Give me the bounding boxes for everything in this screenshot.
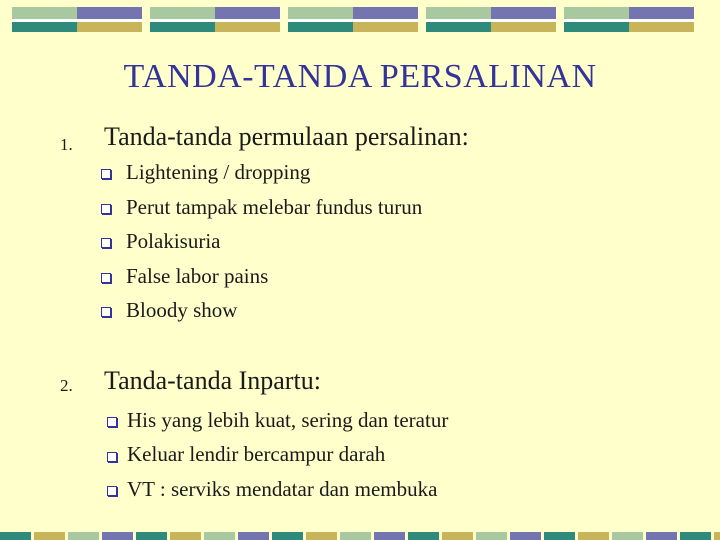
band-segment	[408, 532, 439, 540]
band-segment	[215, 22, 280, 32]
band-segment	[374, 532, 405, 540]
band-segment	[426, 22, 491, 32]
band-segment	[476, 532, 507, 540]
slide-title: TANDA-TANDA PERSALINAN	[123, 58, 597, 95]
checkbox-bullet-icon	[101, 238, 111, 248]
checkbox-bullet-icon	[101, 204, 111, 214]
checkbox-bullet-icon	[107, 452, 117, 462]
section-1-item: Bloody show	[126, 298, 238, 322]
header-decoration-band	[0, 0, 720, 40]
band-segment	[510, 532, 541, 540]
band-segment	[77, 22, 142, 32]
checkbox-bullet-icon	[101, 169, 111, 179]
band-segment	[288, 7, 353, 19]
band-segment	[564, 22, 629, 32]
band-segment	[215, 7, 280, 19]
band-segment	[544, 532, 575, 540]
band-divider	[426, 19, 556, 22]
band-segment	[612, 532, 643, 540]
band-segment	[714, 532, 720, 540]
section-2-heading: Tanda-tanda Inpartu:	[104, 366, 321, 395]
band-divider	[288, 19, 418, 22]
band-divider	[150, 19, 280, 22]
band-segment	[150, 22, 215, 32]
band-segment	[426, 7, 491, 19]
checkbox-bullet-icon	[107, 486, 117, 496]
checkbox-bullet-icon	[107, 417, 117, 427]
checkbox-bullet-icon	[101, 273, 111, 283]
band-divider	[564, 19, 694, 22]
section-1-number: 1.	[60, 135, 73, 154]
band-segment	[491, 7, 556, 19]
band-segment	[340, 532, 371, 540]
band-segment	[353, 7, 418, 19]
band-segment	[629, 7, 694, 19]
band-segment	[12, 7, 77, 19]
section-1-item: Perut tampak melebar fundus turun	[126, 195, 423, 219]
band-segment	[77, 7, 142, 19]
band-segment	[442, 532, 473, 540]
band-segment	[680, 532, 711, 540]
section-1-item: Polakisuria	[126, 229, 221, 253]
footer-decoration-band	[0, 532, 720, 540]
band-segment	[491, 22, 556, 32]
band-segment	[34, 532, 65, 540]
section-2-number: 2.	[60, 376, 73, 395]
band-segment	[170, 532, 201, 540]
band-segment	[646, 532, 677, 540]
band-segment	[0, 532, 31, 540]
band-segment	[578, 532, 609, 540]
checkbox-bullet-icon	[101, 307, 111, 317]
band-segment	[629, 22, 694, 32]
band-divider	[12, 19, 142, 22]
section-2-item: His yang lebih kuat, sering dan teratur	[127, 408, 449, 432]
band-segment	[238, 532, 269, 540]
band-segment	[272, 532, 303, 540]
band-segment	[306, 532, 337, 540]
section-1-item: False labor pains	[126, 264, 269, 288]
band-segment	[102, 532, 133, 540]
band-segment	[564, 7, 629, 19]
section-2-item: VT : serviks mendatar dan membuka	[127, 477, 438, 501]
band-segment	[288, 22, 353, 32]
section-1-item: Lightening / dropping	[126, 160, 311, 184]
band-segment	[353, 22, 418, 32]
band-segment	[12, 22, 77, 32]
band-segment	[68, 532, 99, 540]
band-segment	[150, 7, 215, 19]
section-1-heading: Tanda-tanda permulaan persalinan:	[104, 122, 469, 151]
band-segment	[136, 532, 167, 540]
section-2-item: Keluar lendir bercampur darah	[127, 442, 386, 466]
band-segment	[204, 532, 235, 540]
